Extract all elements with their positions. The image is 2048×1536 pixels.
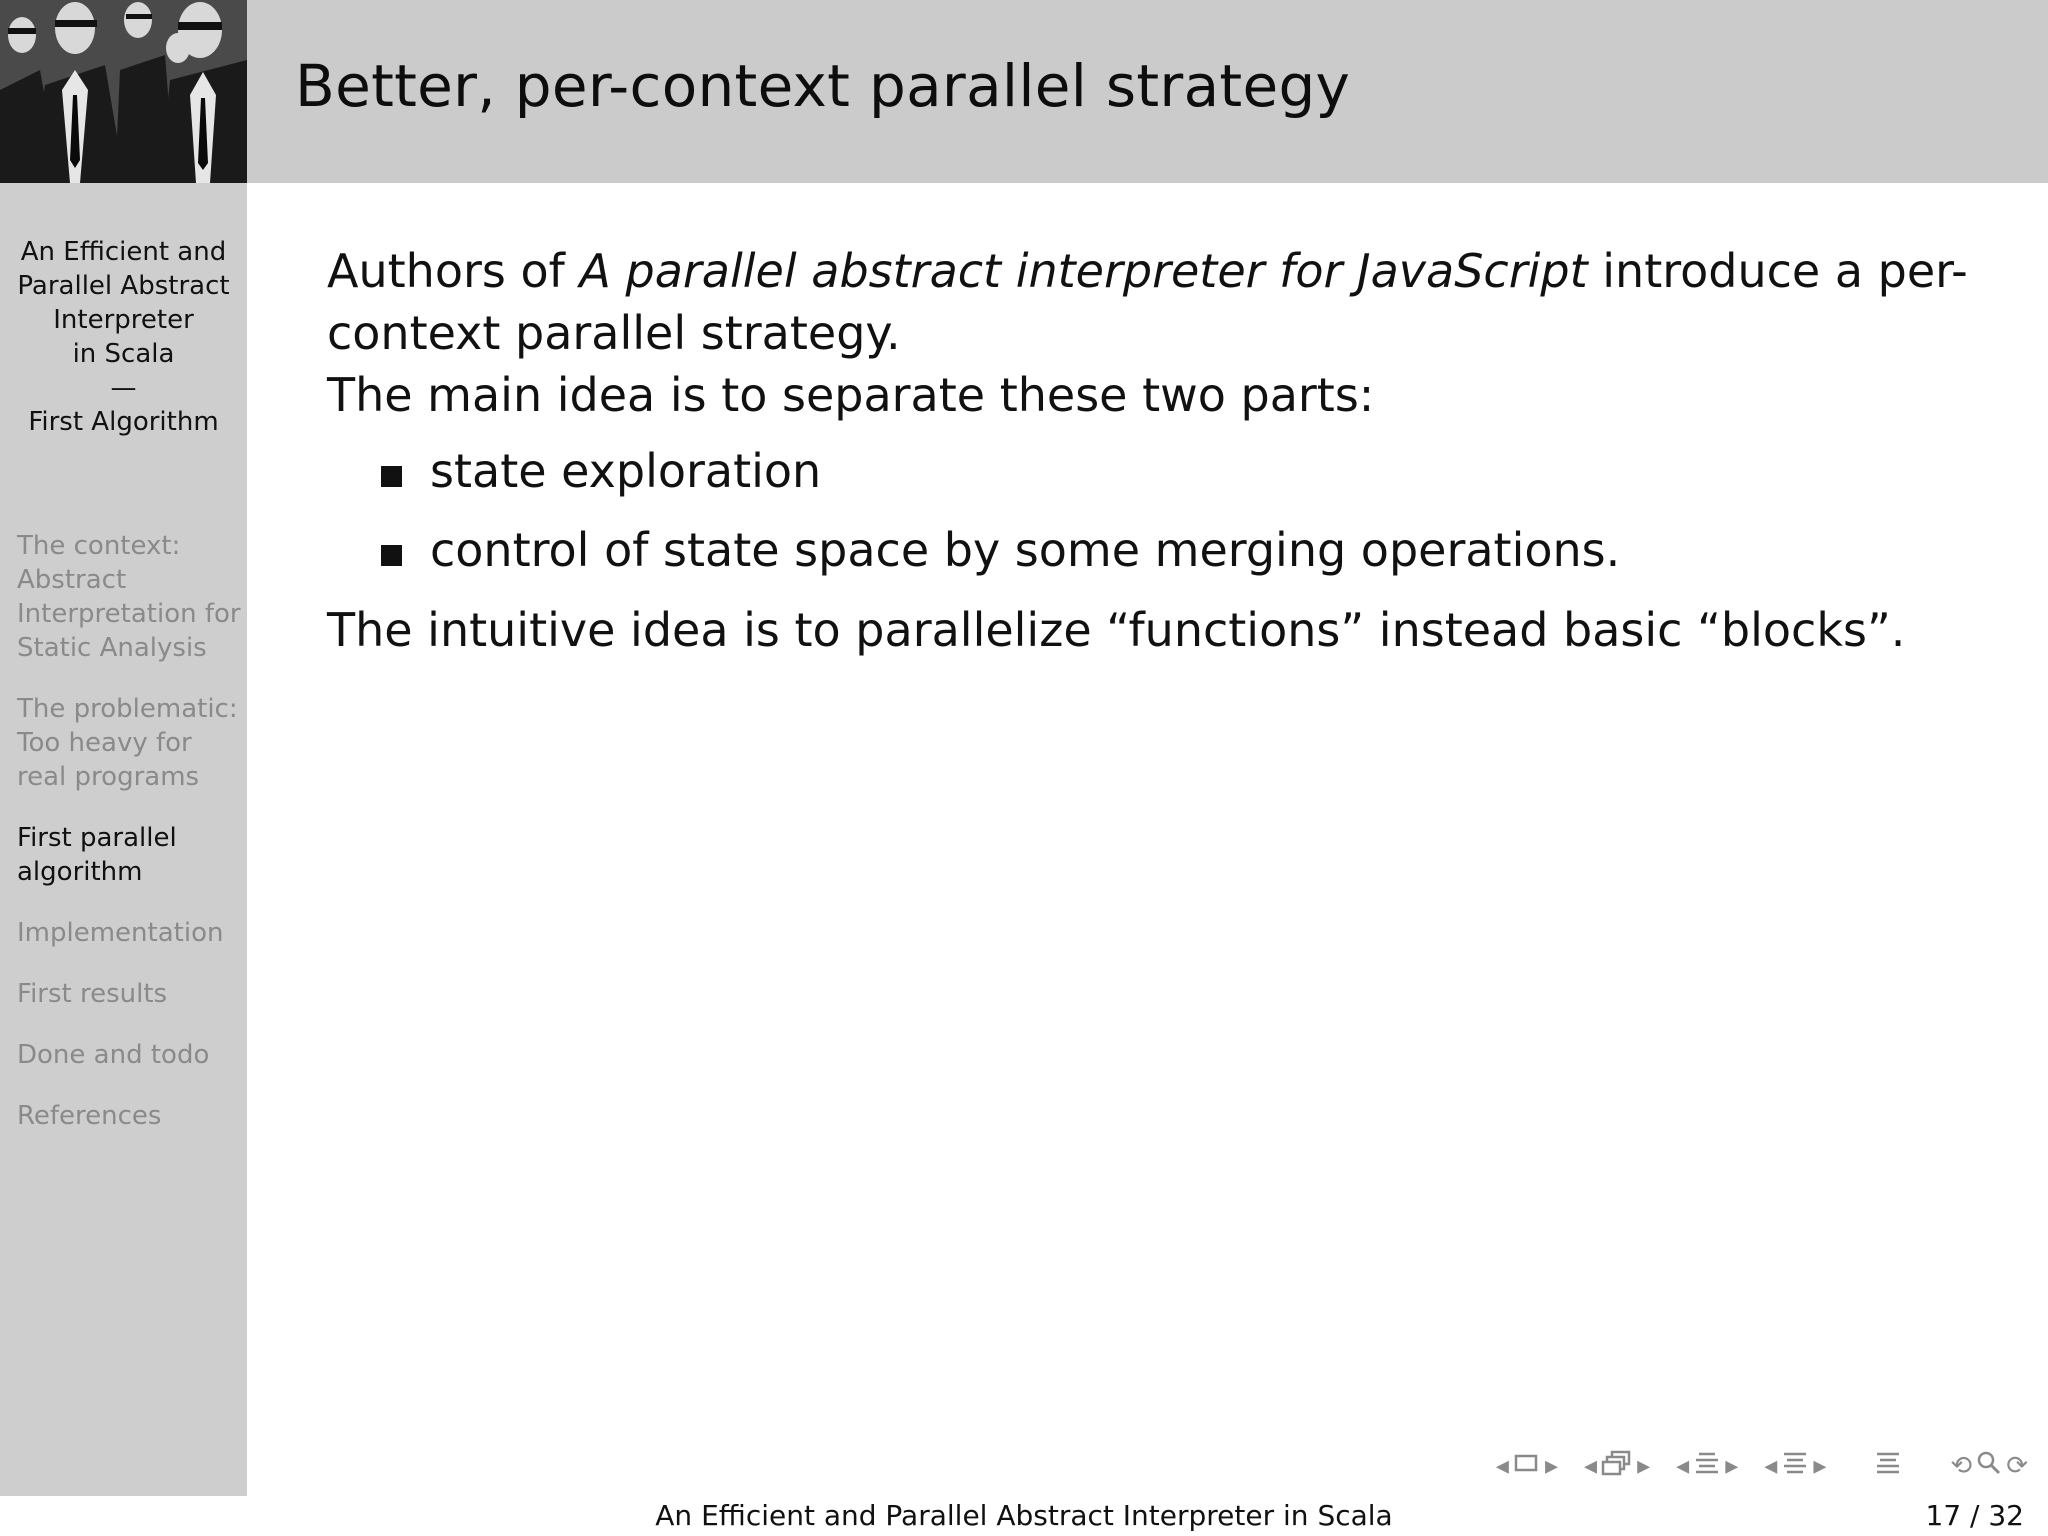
slide-header xyxy=(247,0,2048,183)
sidebar-title-line: Interpreter xyxy=(53,305,194,335)
next-subsection-arrow-icon[interactable]: ▸ xyxy=(1637,1451,1651,1481)
footer-presentation-title: An Efficient and Parallel Abstract Interpreter in Scala xyxy=(655,1499,1393,1532)
sidebar xyxy=(0,183,247,1496)
forward-icon[interactable]: ⟳ xyxy=(2006,1451,2028,1481)
subsection-icon[interactable] xyxy=(1601,1449,1633,1484)
intro-paragraph xyxy=(327,240,2007,364)
sidebar-section-first-results[interactable]: First results xyxy=(17,979,168,1009)
sidebar-section-implementation[interactable]: Implementation xyxy=(17,918,224,948)
section-icon[interactable] xyxy=(1693,1449,1721,1484)
slide-title: Better, per-context parallel strategy xyxy=(295,52,1351,120)
prev-subsection-arrow-icon[interactable]: ◂ xyxy=(1584,1451,1598,1481)
next-section-arrow-icon[interactable]: ▸ xyxy=(1725,1451,1739,1481)
beamer-navigation-bar xyxy=(1496,1446,2028,1486)
main-idea-text: The main idea is to separate these two parts: xyxy=(327,368,1375,422)
sidebar-section-first-parallel-algorithm[interactable]: First parallel algorithm xyxy=(17,823,177,887)
conclusion-text: The intuitive idea is to parallelize “functions” instead basic “blocks”. xyxy=(327,603,1906,657)
prev-section-arrow-icon[interactable]: ◂ xyxy=(1676,1451,1690,1481)
sidebar-title-line: Parallel Abstract xyxy=(17,271,230,301)
next-presentation-arrow-icon[interactable]: ▸ xyxy=(1813,1451,1827,1481)
prev-presentation-arrow-icon[interactable]: ◂ xyxy=(1764,1451,1778,1481)
page-number: 17 / 32 xyxy=(1925,1499,2024,1532)
frame-icon[interactable] xyxy=(1513,1451,1541,1481)
prev-frame-arrow-icon[interactable]: ◂ xyxy=(1495,1451,1509,1481)
back-icon[interactable]: ⟲ xyxy=(1950,1451,1973,1481)
search-icon[interactable] xyxy=(1976,1450,2002,1483)
sidebar-title-line: An Efficient and xyxy=(20,237,227,267)
sidebar-section-context[interactable]: The context: Abstract Interpretation for Static Analysis xyxy=(17,531,241,663)
sidebar-section-problematic[interactable]: The problematic: Too heavy for real programs xyxy=(17,694,238,792)
presentation-icon[interactable] xyxy=(1781,1449,1809,1484)
logo-image xyxy=(0,0,247,183)
list-item xyxy=(327,519,2007,581)
sidebar-section-references[interactable]: References xyxy=(17,1101,162,1131)
next-frame-arrow-icon[interactable]: ▸ xyxy=(1544,1451,1559,1481)
list-item xyxy=(327,440,2007,502)
logo-photo xyxy=(0,0,247,183)
intro-suffix: introduce a per-context parallel strategy. xyxy=(327,244,1968,360)
square-bullet-icon xyxy=(381,545,402,566)
sidebar-title-line: in Scala xyxy=(72,339,175,369)
sidebar-section-list xyxy=(17,529,245,1160)
bullet-text: control of state space by some merging operations. xyxy=(430,523,1621,577)
paper-title: A parallel abstract interpreter for JavaScript xyxy=(579,244,1588,298)
sidebar-title-line: First Algorithm xyxy=(28,407,219,437)
slide-content xyxy=(327,240,2007,661)
toc-icon[interactable] xyxy=(1874,1449,1902,1484)
sidebar-title-line: — xyxy=(110,373,137,403)
sidebar-presentation-title[interactable] xyxy=(0,235,247,439)
square-bullet-icon xyxy=(381,466,402,487)
sidebar-section-done-and-todo[interactable]: Done and todo xyxy=(17,1040,210,1070)
bullet-list xyxy=(327,440,2007,581)
bullet-text: state exploration xyxy=(430,444,822,498)
intro-prefix: Authors of xyxy=(327,244,565,298)
